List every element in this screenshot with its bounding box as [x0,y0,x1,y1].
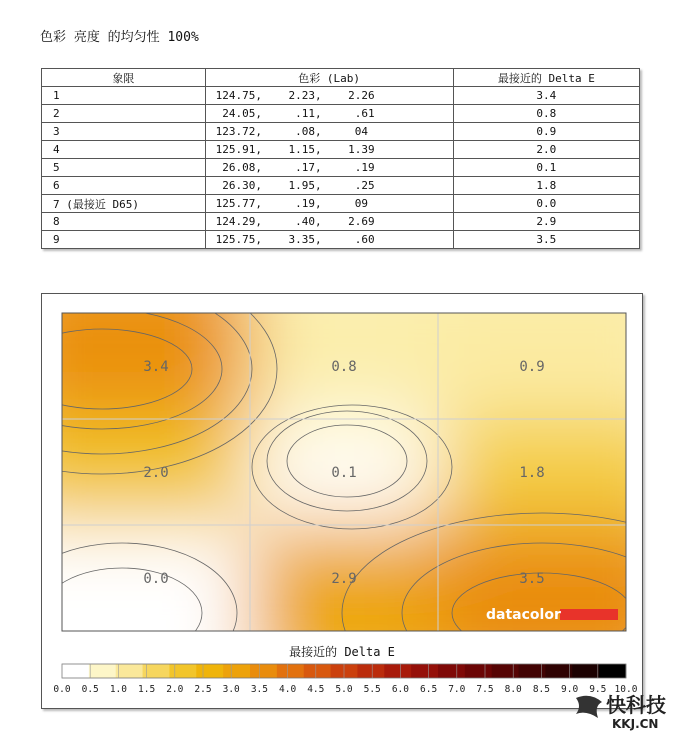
cell-quadrant: 7 (最接近 D65) [42,195,206,213]
watermark-url: KKJ.CN [612,717,659,731]
colorbar-tick-label: 6.0 [391,684,409,695]
colorbar-tick-label: 10.0 [614,684,638,695]
cell-lab: 125.75, 3.35, .60 [205,231,453,249]
cell-value-label: 2.0 [143,465,169,481]
cell-quadrant: 1 [42,87,206,105]
colorbar-tick-label: 4.0 [279,684,297,695]
colorbar-swatch [250,664,277,678]
bird-icon [576,696,602,718]
cell-lab: 124.29, .40, 2.69 [205,213,453,231]
colorbar-swatch [304,664,331,678]
cell-value-label: 2.9 [331,571,357,587]
table-row [42,213,640,231]
cell-lab: 125.91, 1.15, 1.39 [205,141,453,159]
colorbar-swatch [116,664,143,678]
cell-value-label: 0.0 [143,571,169,587]
colorbar-tick-label: 9.0 [561,684,579,695]
table-row [42,123,640,141]
table-body [42,87,640,249]
page-title: 色彩 亮度 的均匀性 100% [40,30,199,45]
colorbar-swatch [572,664,599,678]
colorbar-swatch [492,664,519,678]
colorbar-tick-label: 2.0 [166,684,184,695]
header-delta-e: 最接近的 Delta E [453,69,639,87]
table-row [42,159,640,177]
colorbar-tick-label: 8.5 [532,684,550,695]
cell-lab: 26.08, .17, .19 [205,159,453,177]
colorbar-swatch [89,664,116,678]
colorbar-swatch [196,664,223,678]
cell-value-label: 3.4 [143,359,169,375]
cell-value-label: 0.8 [331,359,357,375]
colorbar-tick-label: 3.0 [222,684,240,695]
colorbar-tick-label: 1.0 [109,684,127,695]
cell-delta-e: 2.9 [453,213,639,231]
colorbar-swatch [519,664,546,678]
table-header-row [42,69,640,87]
cell-quadrant: 5 [42,159,206,177]
table-row [42,141,640,159]
colorbar-swatch [277,664,304,678]
colorbar-tick-label: 9.5 [589,684,607,695]
cell-lab: 124.75, 2.23, 2.26 [205,87,453,105]
colorbar-tick-label: 0.0 [53,684,71,695]
cell-quadrant: 3 [42,123,206,141]
colorbar-label: 最接近的 Delta E [289,645,395,659]
cell-value-label: 0.9 [519,359,545,375]
cell-quadrant: 8 [42,213,206,231]
cell-delta-e: 1.8 [453,177,639,195]
cell-delta-e: 3.5 [453,231,639,249]
colorbar-swatch [223,664,250,678]
colorbar-swatch [169,664,196,678]
brand-text: datacolor [486,607,561,623]
cell-quadrant: 4 [42,141,206,159]
cell-value-label: 0.1 [331,465,357,481]
colorbar-swatch [384,664,411,678]
cell-delta-e: 0.1 [453,159,639,177]
colorbar-tick-label: 4.5 [307,684,325,695]
colorbar-tick-label: 2.5 [194,684,212,695]
colorbar-swatch [438,664,465,678]
delta-e-table [41,68,640,249]
colorbar-swatch [465,664,492,678]
cell-quadrant: 9 [42,231,206,249]
colorbar-tick-label: 5.5 [363,684,381,695]
colorbar-swatch [545,664,572,678]
cell-lab: 24.05, .11, .61 [205,105,453,123]
table-row [42,177,640,195]
cell-value-label: 3.5 [519,571,545,587]
watermark-logo [572,688,692,732]
cell-delta-e: 0.9 [453,123,639,141]
colorbar-tick-label: 7.5 [476,684,494,695]
table-row [42,195,640,213]
uniformity-heatmap [42,294,642,708]
colorbar-tick-label: 1.5 [138,684,156,695]
colorbar-swatch [599,664,626,678]
cell-delta-e: 0.0 [453,195,639,213]
table-row [42,231,640,249]
colorbar-tick-label: 7.0 [448,684,466,695]
cell-value-label: 1.8 [519,465,545,481]
cell-lab: 125.77, .19, 09 [205,195,453,213]
cell-lab: 123.72, .08, 04 [205,123,453,141]
cell-quadrant: 2 [42,105,206,123]
watermark-text: 快科技 [606,693,666,717]
colorbar-tick-label: 3.5 [250,684,268,695]
cell-quadrant: 6 [42,177,206,195]
colorbar-tick-label: 5.0 [335,684,353,695]
colorbar-swatch [357,664,384,678]
colorbar-tick-label: 8.0 [504,684,522,695]
header-lab: 色彩 (Lab) [205,69,453,87]
cell-delta-e: 0.8 [453,105,639,123]
cell-delta-e: 3.4 [453,87,639,105]
table-row [42,105,640,123]
uniformity-chart-panel [41,293,643,709]
colorbar-swatch [62,664,89,678]
cell-delta-e: 2.0 [453,141,639,159]
colorbar-tick-label: 0.5 [81,684,99,695]
colorbar-tick-label: 6.5 [420,684,438,695]
cell-lab: 26.30, 1.95, .25 [205,177,453,195]
colorbar-swatch [411,664,438,678]
header-quadrant: 象限 [42,69,206,87]
table-row [42,87,640,105]
